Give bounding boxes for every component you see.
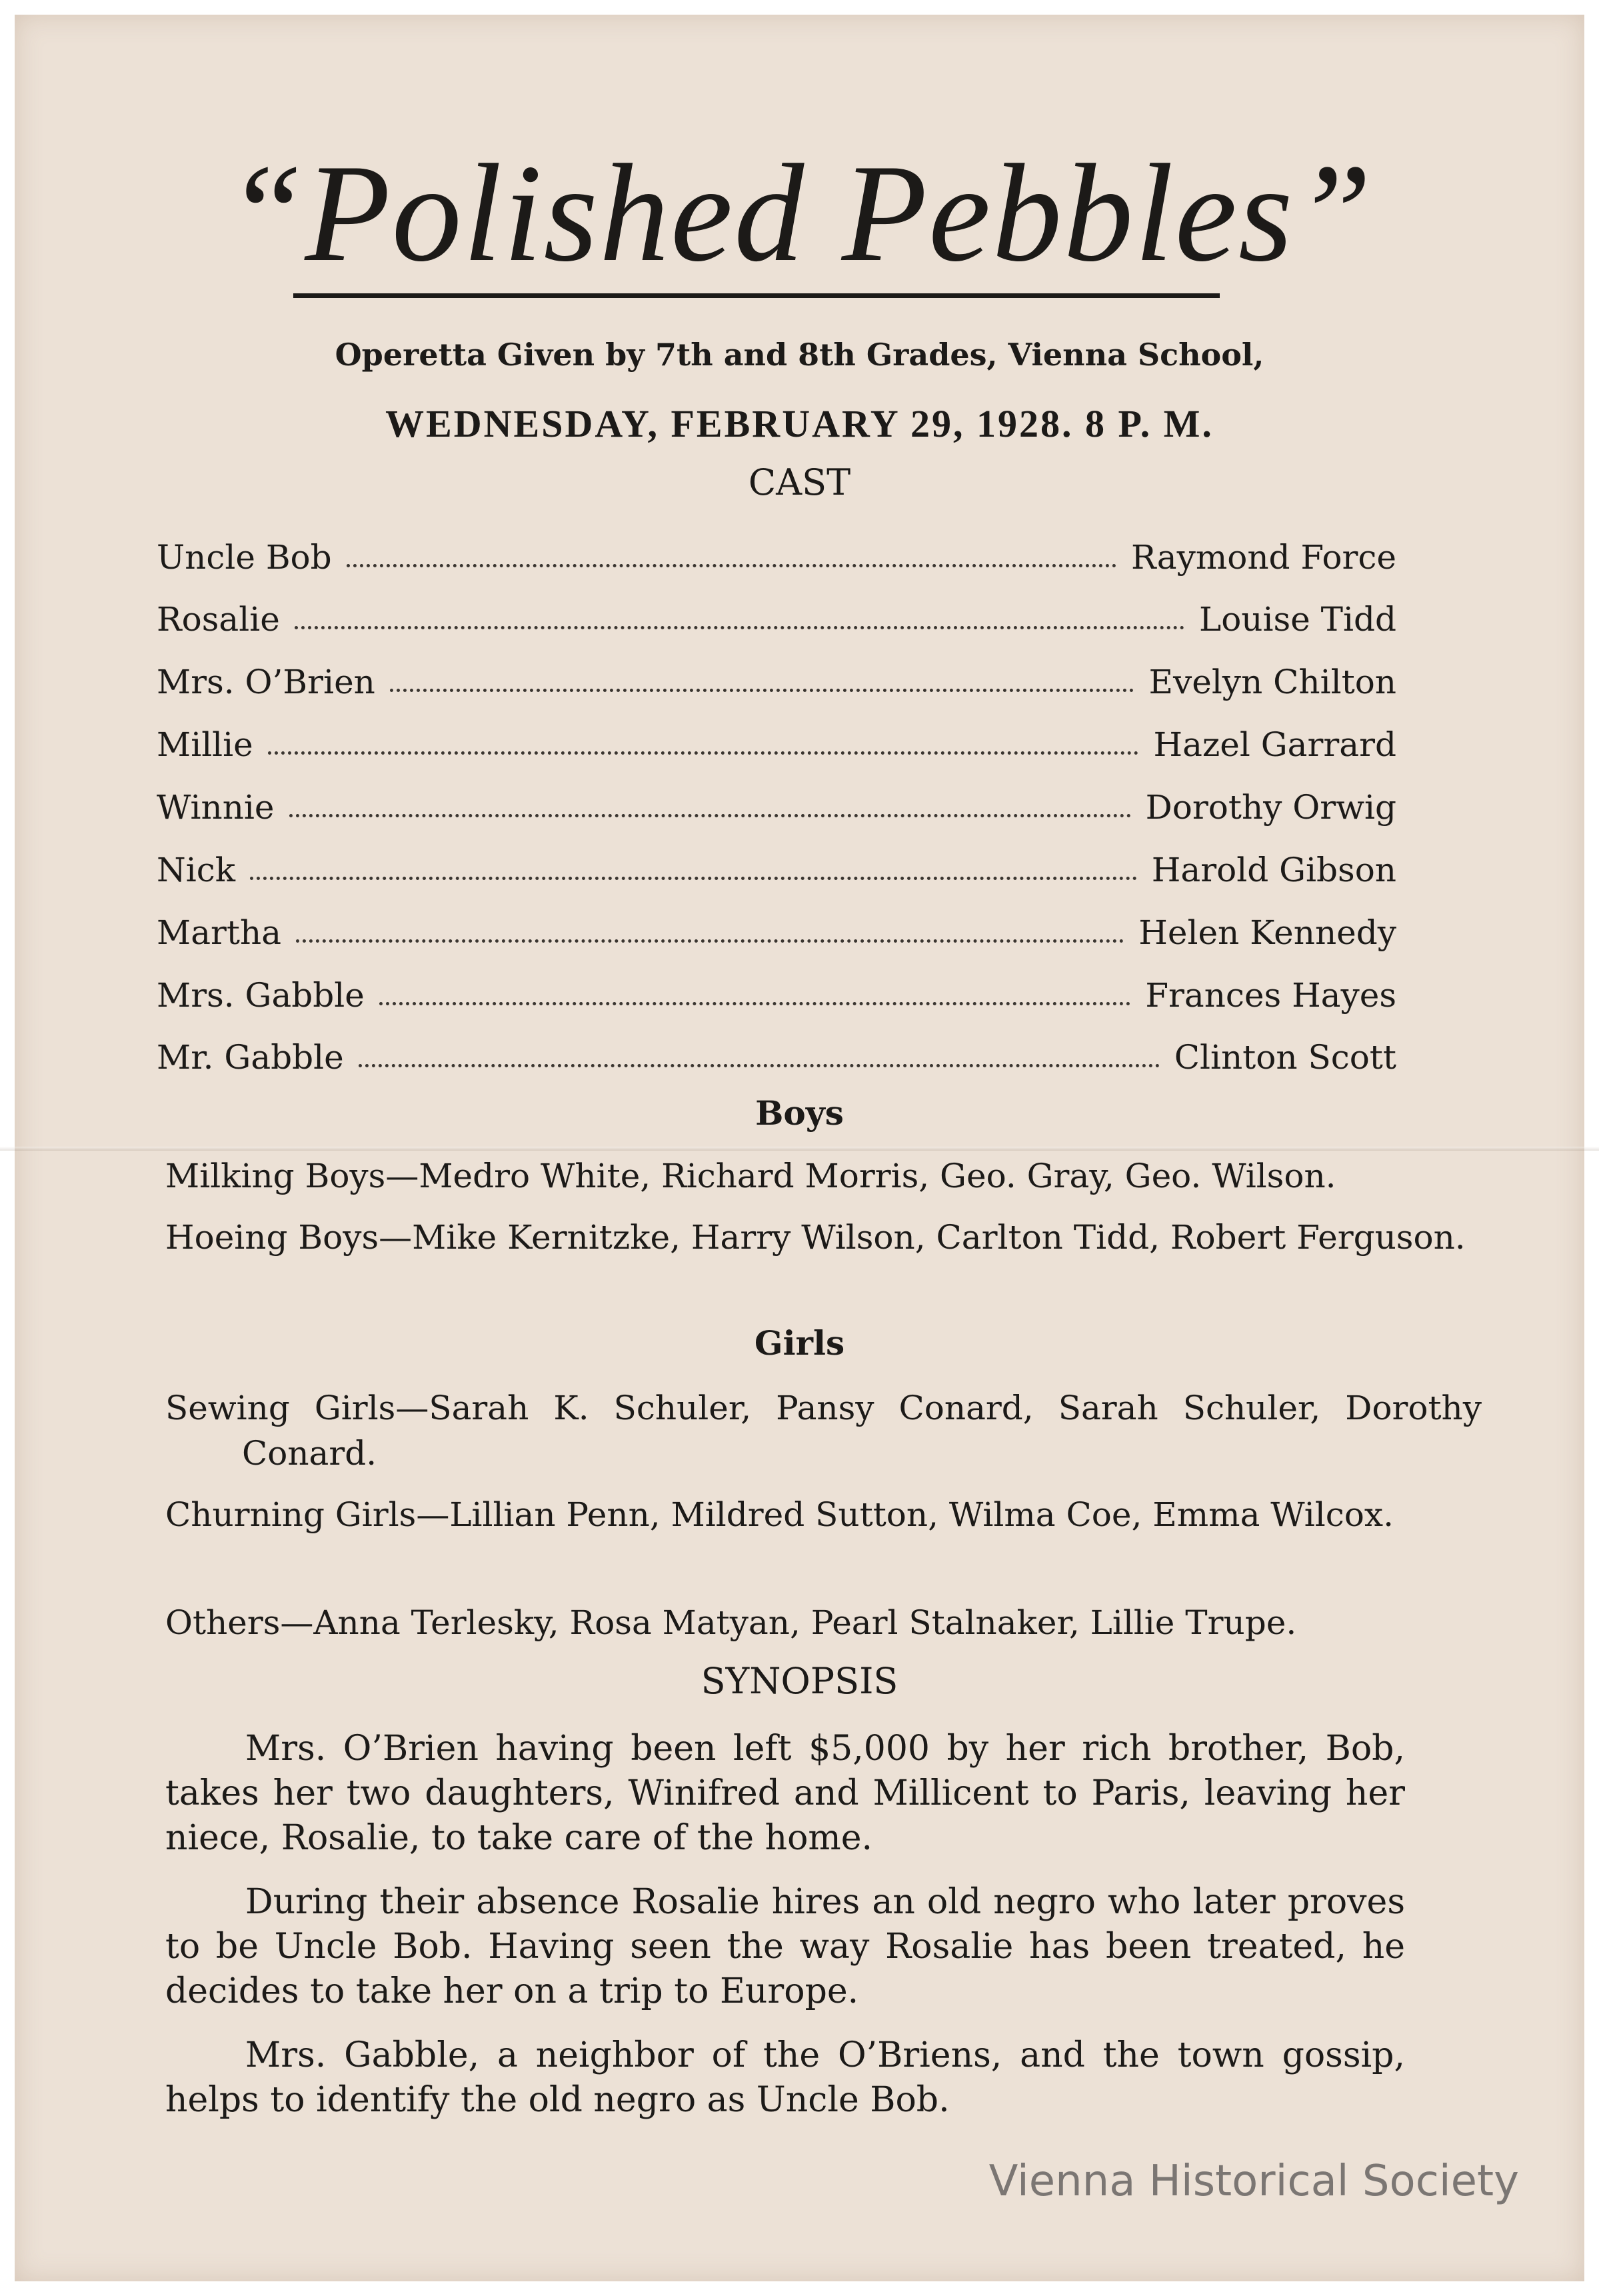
cast-role: Nick: [157, 851, 236, 889]
synopsis-heading: SYNOPSIS: [701, 1660, 898, 1702]
girls-heading: Girls: [754, 1323, 845, 1363]
boys-heading: Boys: [755, 1093, 844, 1133]
cast-role: Martha: [157, 913, 282, 952]
dot-leader: [289, 814, 1131, 817]
cast-role: Mrs. O’Brien: [157, 663, 375, 701]
synopsis-paragraph: Mrs. O’Brien having been left $5,000 by her rich brother, Bob, takes her two daughters, Winifred and Millicent to Paris, leaving her niece, Rosalie, to take care of the home.: [165, 1729, 1405, 1858]
synopsis-paragraph: Mrs. Gabble, a neighbor of the O’Briens, and the town gossip, helps to identify the old negro as Uncle Bob.: [165, 2035, 1405, 2120]
synopsis-paragraph: During their absence Rosalie hires an old negro who later proves to be Uncle Bob. Having seen the way Rosalie has been treated, he decides to take her on a trip to Europe.: [165, 1882, 1405, 2011]
cast-heading: CAST: [748, 461, 851, 503]
performance-date: WEDNESDAY, FEBRUARY 29, 1928. 8 P. M.: [385, 402, 1214, 445]
cast-role: Winnie: [157, 788, 275, 827]
cast-actor: Raymond Force: [1130, 538, 1396, 577]
cast-role: Rosalie: [157, 600, 280, 639]
cast-role: Mr. Gabble: [157, 1038, 344, 1077]
dot-leader: [390, 689, 1134, 692]
watermark: Vienna Historical Society: [988, 2157, 1519, 2206]
cast-actor: Dorothy Orwig: [1145, 788, 1396, 827]
cast-row: [157, 905, 1396, 952]
dot-leader: [379, 1002, 1130, 1005]
cast-role: Uncle Bob: [157, 538, 332, 577]
cast-actor: Louise Tidd: [1199, 600, 1396, 639]
hoeing-boys-list: Hoeing Boys—Mike Kernitzke, Harry Wilson, Carlton Tidd, Robert Ferguson.: [165, 1218, 1466, 1257]
cast-actor: Hazel Garrard: [1153, 725, 1396, 764]
dot-leader: [250, 877, 1137, 880]
program-title: “Polished Pebbles”: [225, 136, 1374, 291]
cast-actor: Harold Gibson: [1151, 851, 1396, 889]
cast-row: [157, 655, 1396, 701]
cast-actor: Helen Kennedy: [1138, 913, 1396, 952]
cast-row: [157, 843, 1396, 889]
sewing-girls-list: Sewing Girls—Sarah K. Schuler, Pansy Conard, Sarah Schuler, Dorothy Conard.: [165, 1389, 1482, 1473]
dot-leader: [347, 564, 1116, 567]
cast-actor: Clinton Scott: [1174, 1038, 1396, 1077]
cast-row: [157, 1030, 1396, 1077]
dot-leader: [359, 1064, 1160, 1067]
churning-girls-list: Churning Girls—Lillian Penn, Mildred Sutton, Wilma Coe, Emma Wilcox.: [165, 1495, 1394, 1534]
program-subtitle: Operetta Given by 7th and 8th Grades, Vienna School,: [335, 337, 1264, 373]
paper-fold: [0, 1147, 1599, 1151]
cast-row: [157, 780, 1396, 827]
cast-row: [157, 592, 1396, 639]
dot-leader: [296, 939, 1124, 943]
cast-row: [157, 717, 1396, 764]
cast-row: [157, 968, 1396, 1015]
cast-actor: Evelyn Chilton: [1148, 663, 1396, 701]
others-list: Others—Anna Terlesky, Rosa Matyan, Pearl Stalnaker, Lillie Trupe.: [165, 1603, 1297, 1642]
milking-boys-list: Milking Boys—Medro White, Richard Morris, Geo. Gray, Geo. Wilson.: [165, 1157, 1336, 1195]
cast-role: Millie: [157, 725, 253, 764]
dot-leader: [268, 751, 1139, 755]
cast-row: [157, 530, 1396, 577]
cast-actor: Frances Hayes: [1145, 976, 1396, 1015]
cast-role: Mrs. Gabble: [157, 976, 365, 1015]
dot-leader: [295, 626, 1184, 629]
title-underline: [293, 293, 1220, 298]
